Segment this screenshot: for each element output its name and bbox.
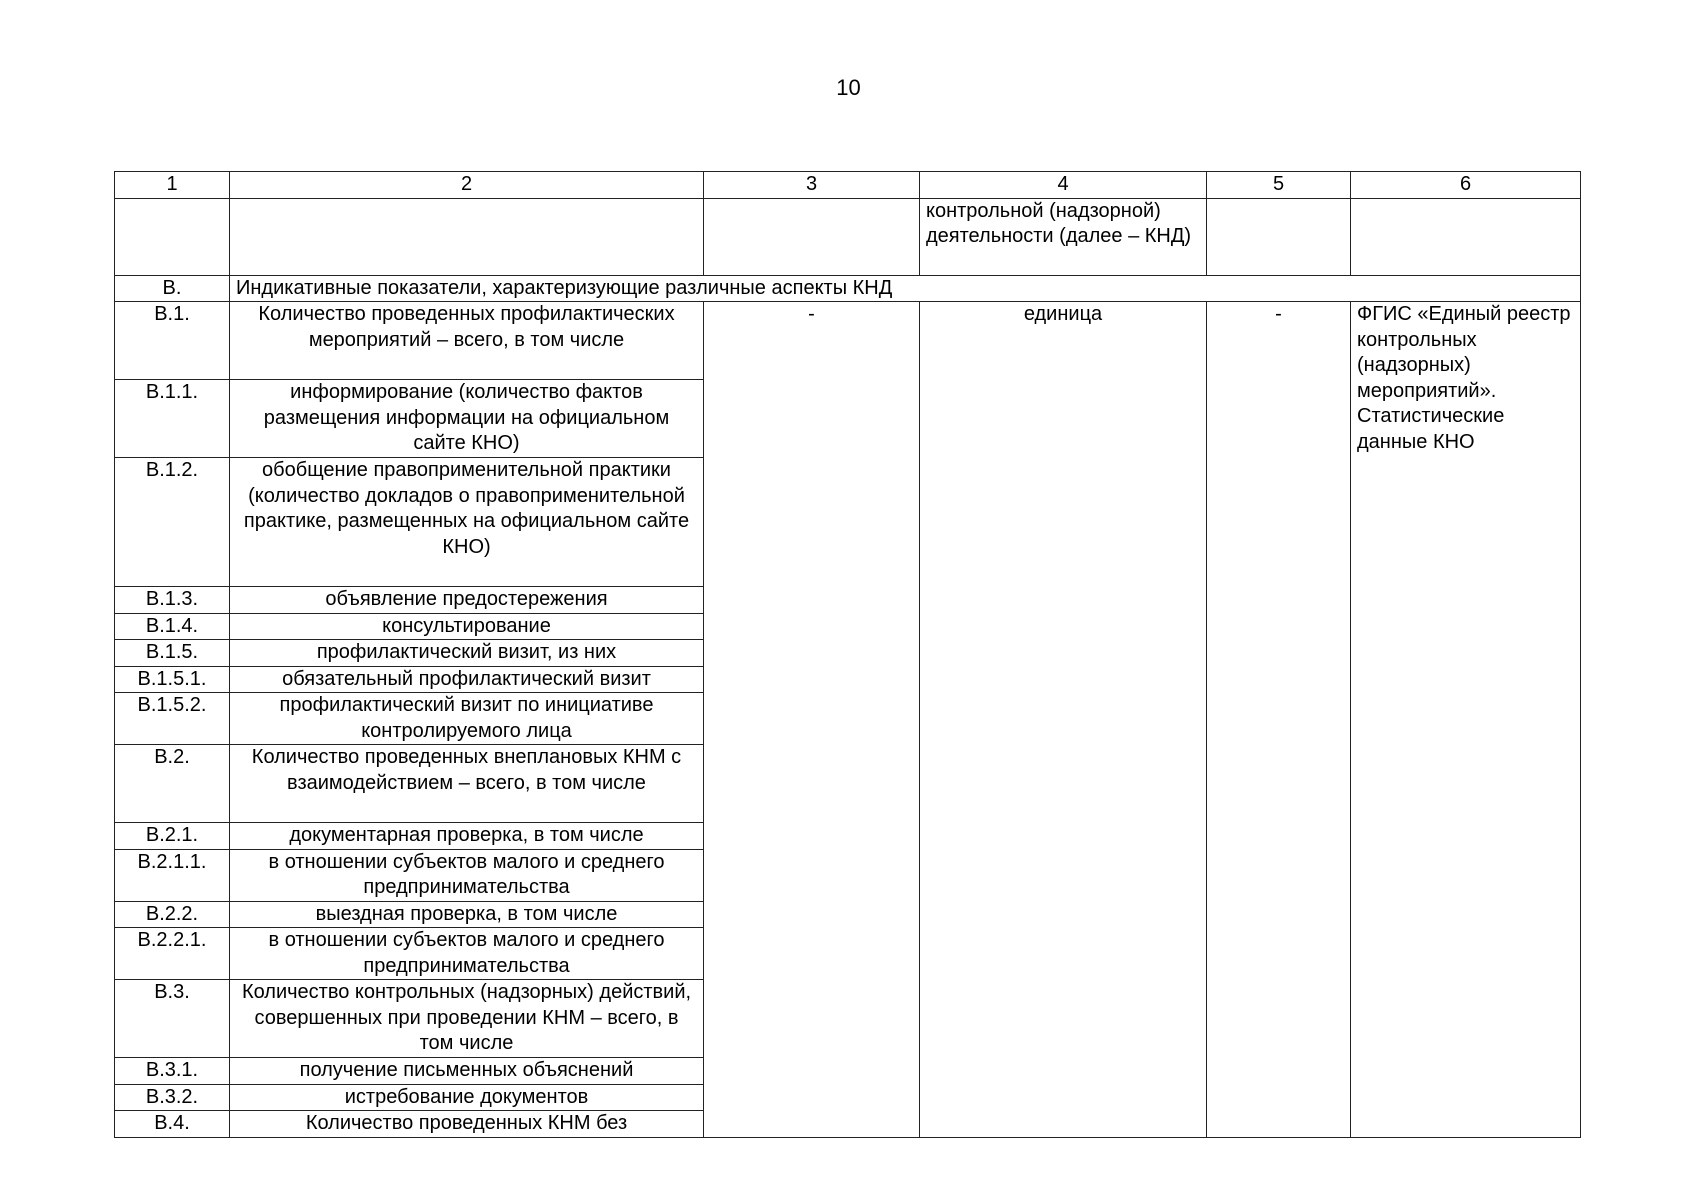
- row-code: В.1.5.1.: [115, 666, 230, 693]
- row-code: В.1.5.2.: [115, 693, 230, 745]
- row-code: В.2.2.1.: [115, 928, 230, 980]
- column-number: 3: [704, 172, 920, 199]
- row-code: В.3.: [115, 980, 230, 1058]
- row-name: Количество контрольных (надзорных) действий, совершенных при проведении КНМ – всего, в том числе: [230, 980, 704, 1058]
- table-row: [115, 302, 1581, 380]
- row-name: обязательный профилактический визит: [230, 666, 704, 693]
- indicators-table: [114, 171, 1581, 1138]
- row-name: обобщение правоприменительной практики (количество докладов о правоприменительной практике, размещенных на официальном сайте КНО): [230, 458, 704, 587]
- row-name: Количество проведенных КНМ без: [230, 1111, 704, 1138]
- row-code: В.4.: [115, 1111, 230, 1138]
- row-name: документарная проверка, в том числе: [230, 823, 704, 850]
- row-name: в отношении субъектов малого и среднего предпринимательства: [230, 928, 704, 980]
- section-code: В.: [115, 275, 230, 302]
- row-name: в отношении субъектов малого и среднего предпринимательства: [230, 849, 704, 901]
- row-code: В.1.1.: [115, 380, 230, 458]
- row-name: истребование документов: [230, 1084, 704, 1111]
- row-name: Количество проведенных внеплановых КНМ с взаимодействием – всего, в том числе: [230, 745, 704, 823]
- row-code: В.2.2.: [115, 901, 230, 928]
- column-number: 6: [1351, 172, 1581, 199]
- row-code: В.3.2.: [115, 1084, 230, 1111]
- row-name: получение письменных объяснений: [230, 1058, 704, 1085]
- row-name: профилактический визит по инициативе контролируемого лица: [230, 693, 704, 745]
- row-name: Количество проведенных профилактических мероприятий – всего, в том числе: [230, 302, 704, 380]
- section-row: [115, 275, 1581, 302]
- row-code: В.1.5.: [115, 640, 230, 667]
- row-code: В.1.2.: [115, 458, 230, 587]
- continuation-text: контрольной (надзорной) деятельности (далее – КНД): [920, 198, 1207, 275]
- row-code: В.2.1.1.: [115, 849, 230, 901]
- row-code: В.1.4.: [115, 613, 230, 640]
- row-code: В.3.1.: [115, 1058, 230, 1085]
- row-name: консультирование: [230, 613, 704, 640]
- continuation-row: [115, 198, 1581, 275]
- merged-unit: единица: [920, 302, 1207, 1138]
- merged-col5: -: [1207, 302, 1351, 1138]
- row-name: информирование (количество фактов размещения информации на официальном сайте КНО): [230, 380, 704, 458]
- column-number: 5: [1207, 172, 1351, 199]
- merged-source: ФГИС «Единый реестр контрольных (надзорных) мероприятий». Статистические данные КНО: [1351, 302, 1581, 1138]
- column-number: 4: [920, 172, 1207, 199]
- row-code: В.2.1.: [115, 823, 230, 850]
- page-number: 10: [836, 75, 861, 100]
- row-name: объявление предостережения: [230, 587, 704, 614]
- row-code: В.1.3.: [115, 587, 230, 614]
- row-name: профилактический визит, из них: [230, 640, 704, 667]
- row-code: В.2.: [115, 745, 230, 823]
- row-code: В.1.: [115, 302, 230, 380]
- merged-col3: -: [704, 302, 920, 1138]
- column-number-row: [115, 172, 1581, 199]
- row-name: выездная проверка, в том числе: [230, 901, 704, 928]
- section-title: Индикативные показатели, характеризующие различные аспекты КНД: [230, 275, 1581, 302]
- column-number: 2: [230, 172, 704, 199]
- column-number: 1: [115, 172, 230, 199]
